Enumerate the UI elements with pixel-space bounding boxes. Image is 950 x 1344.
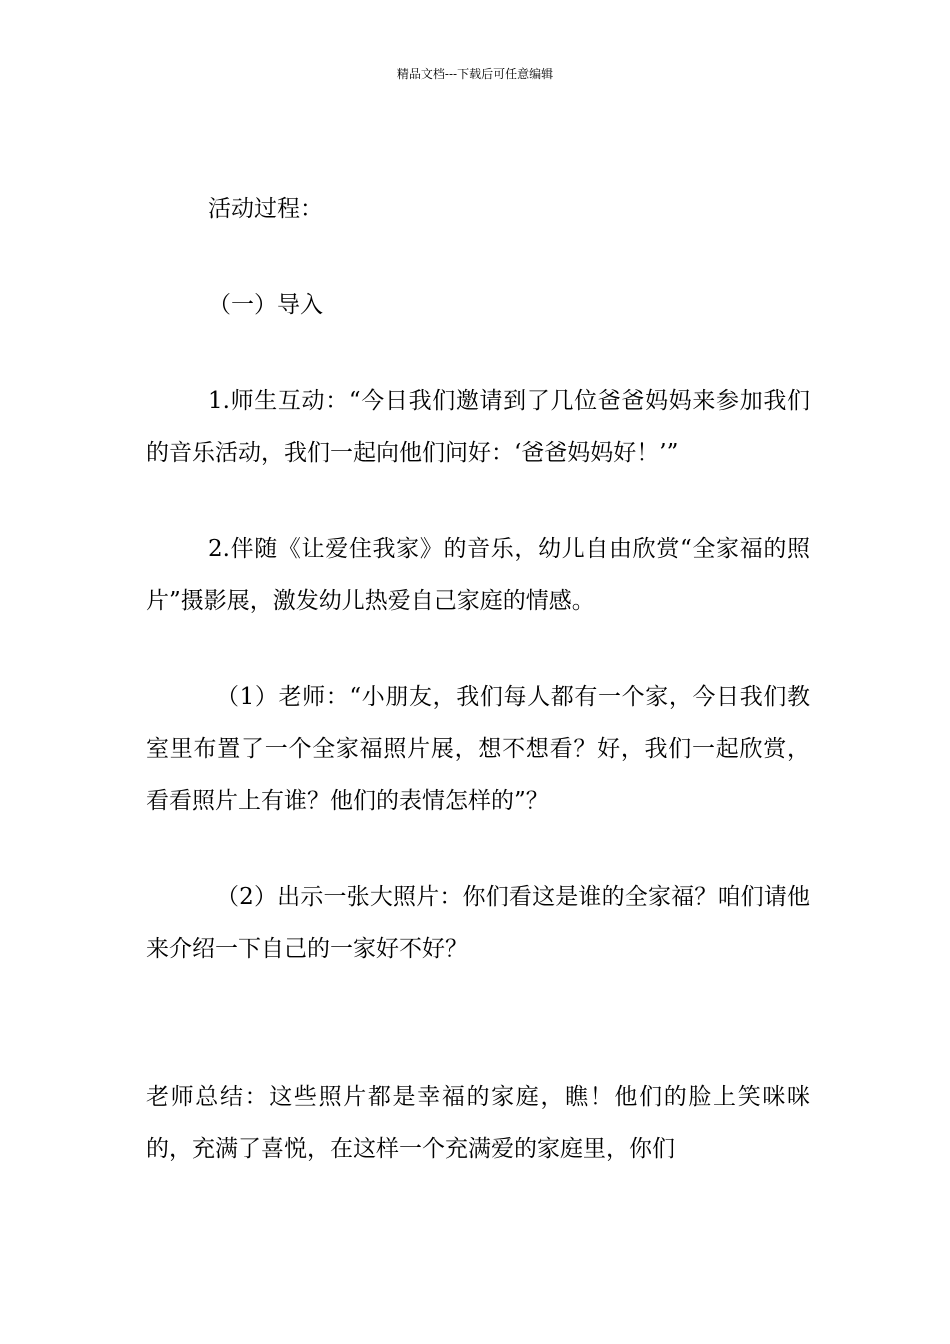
paragraph-music-appreciation: 2.伴随《让爱住我家》的音乐，幼儿自由欣赏“全家福的照片”摄影展，激发幼儿热爱自己家庭的情感。	[146, 536, 810, 614]
paragraph-interaction: 1.师生互动：“今日我们邀请到了几位爸爸妈妈来参加我们的音乐活动，我们一起向他们问好：‘爸爸妈妈好！’”	[146, 388, 810, 466]
subsection-heading-intro: （一）导入	[208, 292, 323, 318]
paragraph-show-photo: （2）出示一张大照片：你们看这是谁的全家福？咱们请他来介绍一下自己的一家好不好？	[146, 884, 810, 962]
document-body	[146, 183, 810, 1175]
section-heading-process: 活动过程：	[208, 196, 323, 222]
paragraph-teacher-summary: 老师总结：这些照片都是幸福的家庭，瞧！他们的脸上笑咪咪的，充满了喜悦，在这样一个充满爱的家庭里，你们	[146, 1084, 810, 1162]
page-header: 精品文档---下载后可任意编辑	[396, 67, 554, 81]
paragraph-teacher-question: （1）老师：“小朋友，我们每人都有一个家，今日我们教室里布置了一个全家福照片展，想不想看？好，我们一起欣赏，看看照片上有谁？他们的表情怎样的”？	[146, 684, 810, 814]
